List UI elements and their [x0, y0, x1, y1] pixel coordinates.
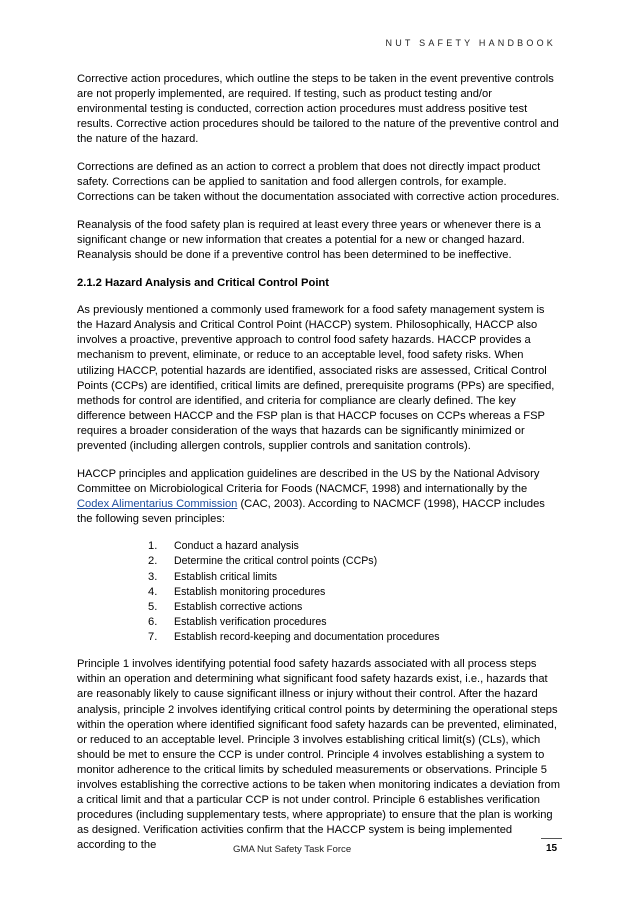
principle-item — [148, 630, 562, 645]
paragraph-corrections: Corrections are defined as an action to correct a problem that does not directly impact product safety. Corrections can be applied to sanitation and food allergen controls, for example. Corrections can be taken without the documentation associated with corrective action procedures. — [77, 160, 560, 204]
principle-number: 3. — [148, 570, 158, 583]
paragraph-principles-detail: Principle 1 involves identifying potential food safety hazards associated with all process steps within an operation and determining what significant food safety hazards exist, i.e., hazards that are reasonably likely to cause significant illness or injury without their control. After the hazard analysis, principle 2 involves identifying critical control points by determining the operational steps within the operation where identified significant food safety hazards can be prevented, eliminated, or reduced to an acceptable level. Principle 3 involves establishing critical limit(s) (CLs), which should be met to ensure the CCP is under control. Principle 4 involves establishing a system to monitor adherence to the critical limits by scheduled measurements or observations. Principle 5 involves establishing the corrective actions to be taken when monitoring indicates a deviation from a critical limit and that a particular CCP is not under control. Principle 6 establishes verification procedures (including supplementary tests, where appropriate) to ensure that the plan is working as designed. Verification activities confirm that the HACCP system is being implemented according to the — [77, 658, 561, 852]
principle-text: Establish record-keeping and documentation procedures — [174, 630, 440, 643]
principle-item — [148, 570, 562, 585]
principle-text: Conduct a hazard analysis — [174, 540, 299, 553]
principle-item — [148, 539, 562, 554]
intro-text-before-link: HACCP principles and application guidelines are described in the US by the National Advisory Committee on Microbiological Criteria for Foods (NACMCF, 1998) and internationally by the — [77, 467, 540, 495]
principle-text: Establish verification procedures — [174, 615, 327, 628]
principle-number: 4. — [148, 585, 158, 598]
paragraph-haccp-principles-intro — [77, 467, 562, 527]
codex-link[interactable]: Codex Alimentarius Commission — [77, 497, 238, 510]
principles-list — [77, 539, 562, 644]
principle-number: 2. — [148, 555, 158, 568]
page-body — [77, 72, 562, 853]
footer-rule — [541, 838, 562, 839]
principle-text: Establish monitoring procedures — [174, 585, 326, 598]
running-header: NUT SAFETY HANDBOOK — [385, 38, 556, 48]
paragraph-haccp-overview: As previously mentioned a commonly used framework for a food safety management system is the Hazard Analysis and Critical Control Point (HACCP) system. Philosophically, HACCP also involves a proactive, preventive approach to control food safety hazards. HACCP provides a mechanism to prevent, eliminate, or reduce to an acceptable level, food safety risks. When utilizing HACCP, potential hazards are identified, associated risks are assessed, Critical Control Points (CCPs) are identified, critical limits are defined, prerequisite programs (PPs) are specified, methods for control are identified, and criteria for compliance are clearly defined. The key difference between HACCP and the FSP plan is that HACCP focuses on CCPs whereas a FSP requires a broader consideration of the ways that hazards can be significantly minimized or prevented (including allergen controls, supplier controls and sanitation controls). — [77, 304, 555, 452]
principle-item — [148, 554, 562, 569]
paragraph-reanalysis: Reanalysis of the food safety plan is required at least every three years or whenever there is a significant change or new information that creates a potential for a new or changed hazard. Reanalysis should be done if a preventive control has been determined to be ineffective. — [77, 218, 541, 261]
principle-text: Determine the critical control points (CCPs) — [174, 555, 378, 568]
principle-number: 1. — [148, 540, 158, 553]
principle-item — [148, 615, 562, 630]
principle-text: Establish corrective actions — [174, 600, 303, 613]
principle-number: 7. — [148, 630, 158, 643]
section-heading: 2.1.2 Hazard Analysis and Critical Control Point — [77, 276, 329, 289]
principle-item — [148, 600, 562, 615]
principle-number: 6. — [148, 615, 158, 628]
paragraph-corrective-action: Corrective action procedures, which outline the steps to be taken in the event preventive controls are not properly implemented, are required. If testing, such as product testing and/or environmental testing is conducted, correction action procedures must address positive test results. Corrective action procedures should be tailored to the nature of the preventive control and the nature of the hazard. — [77, 73, 559, 146]
principle-text: Establish critical limits — [174, 570, 278, 583]
principle-item — [148, 585, 562, 600]
principle-number: 5. — [148, 600, 158, 613]
page-number: 15 — [545, 843, 558, 854]
intro-text-after-link: (CAC, 2003). According to NACMCF (1998), HACCP includes the following seven principles: — [77, 497, 545, 525]
footer-organization: GMA Nut Safety Task Force — [233, 844, 352, 855]
